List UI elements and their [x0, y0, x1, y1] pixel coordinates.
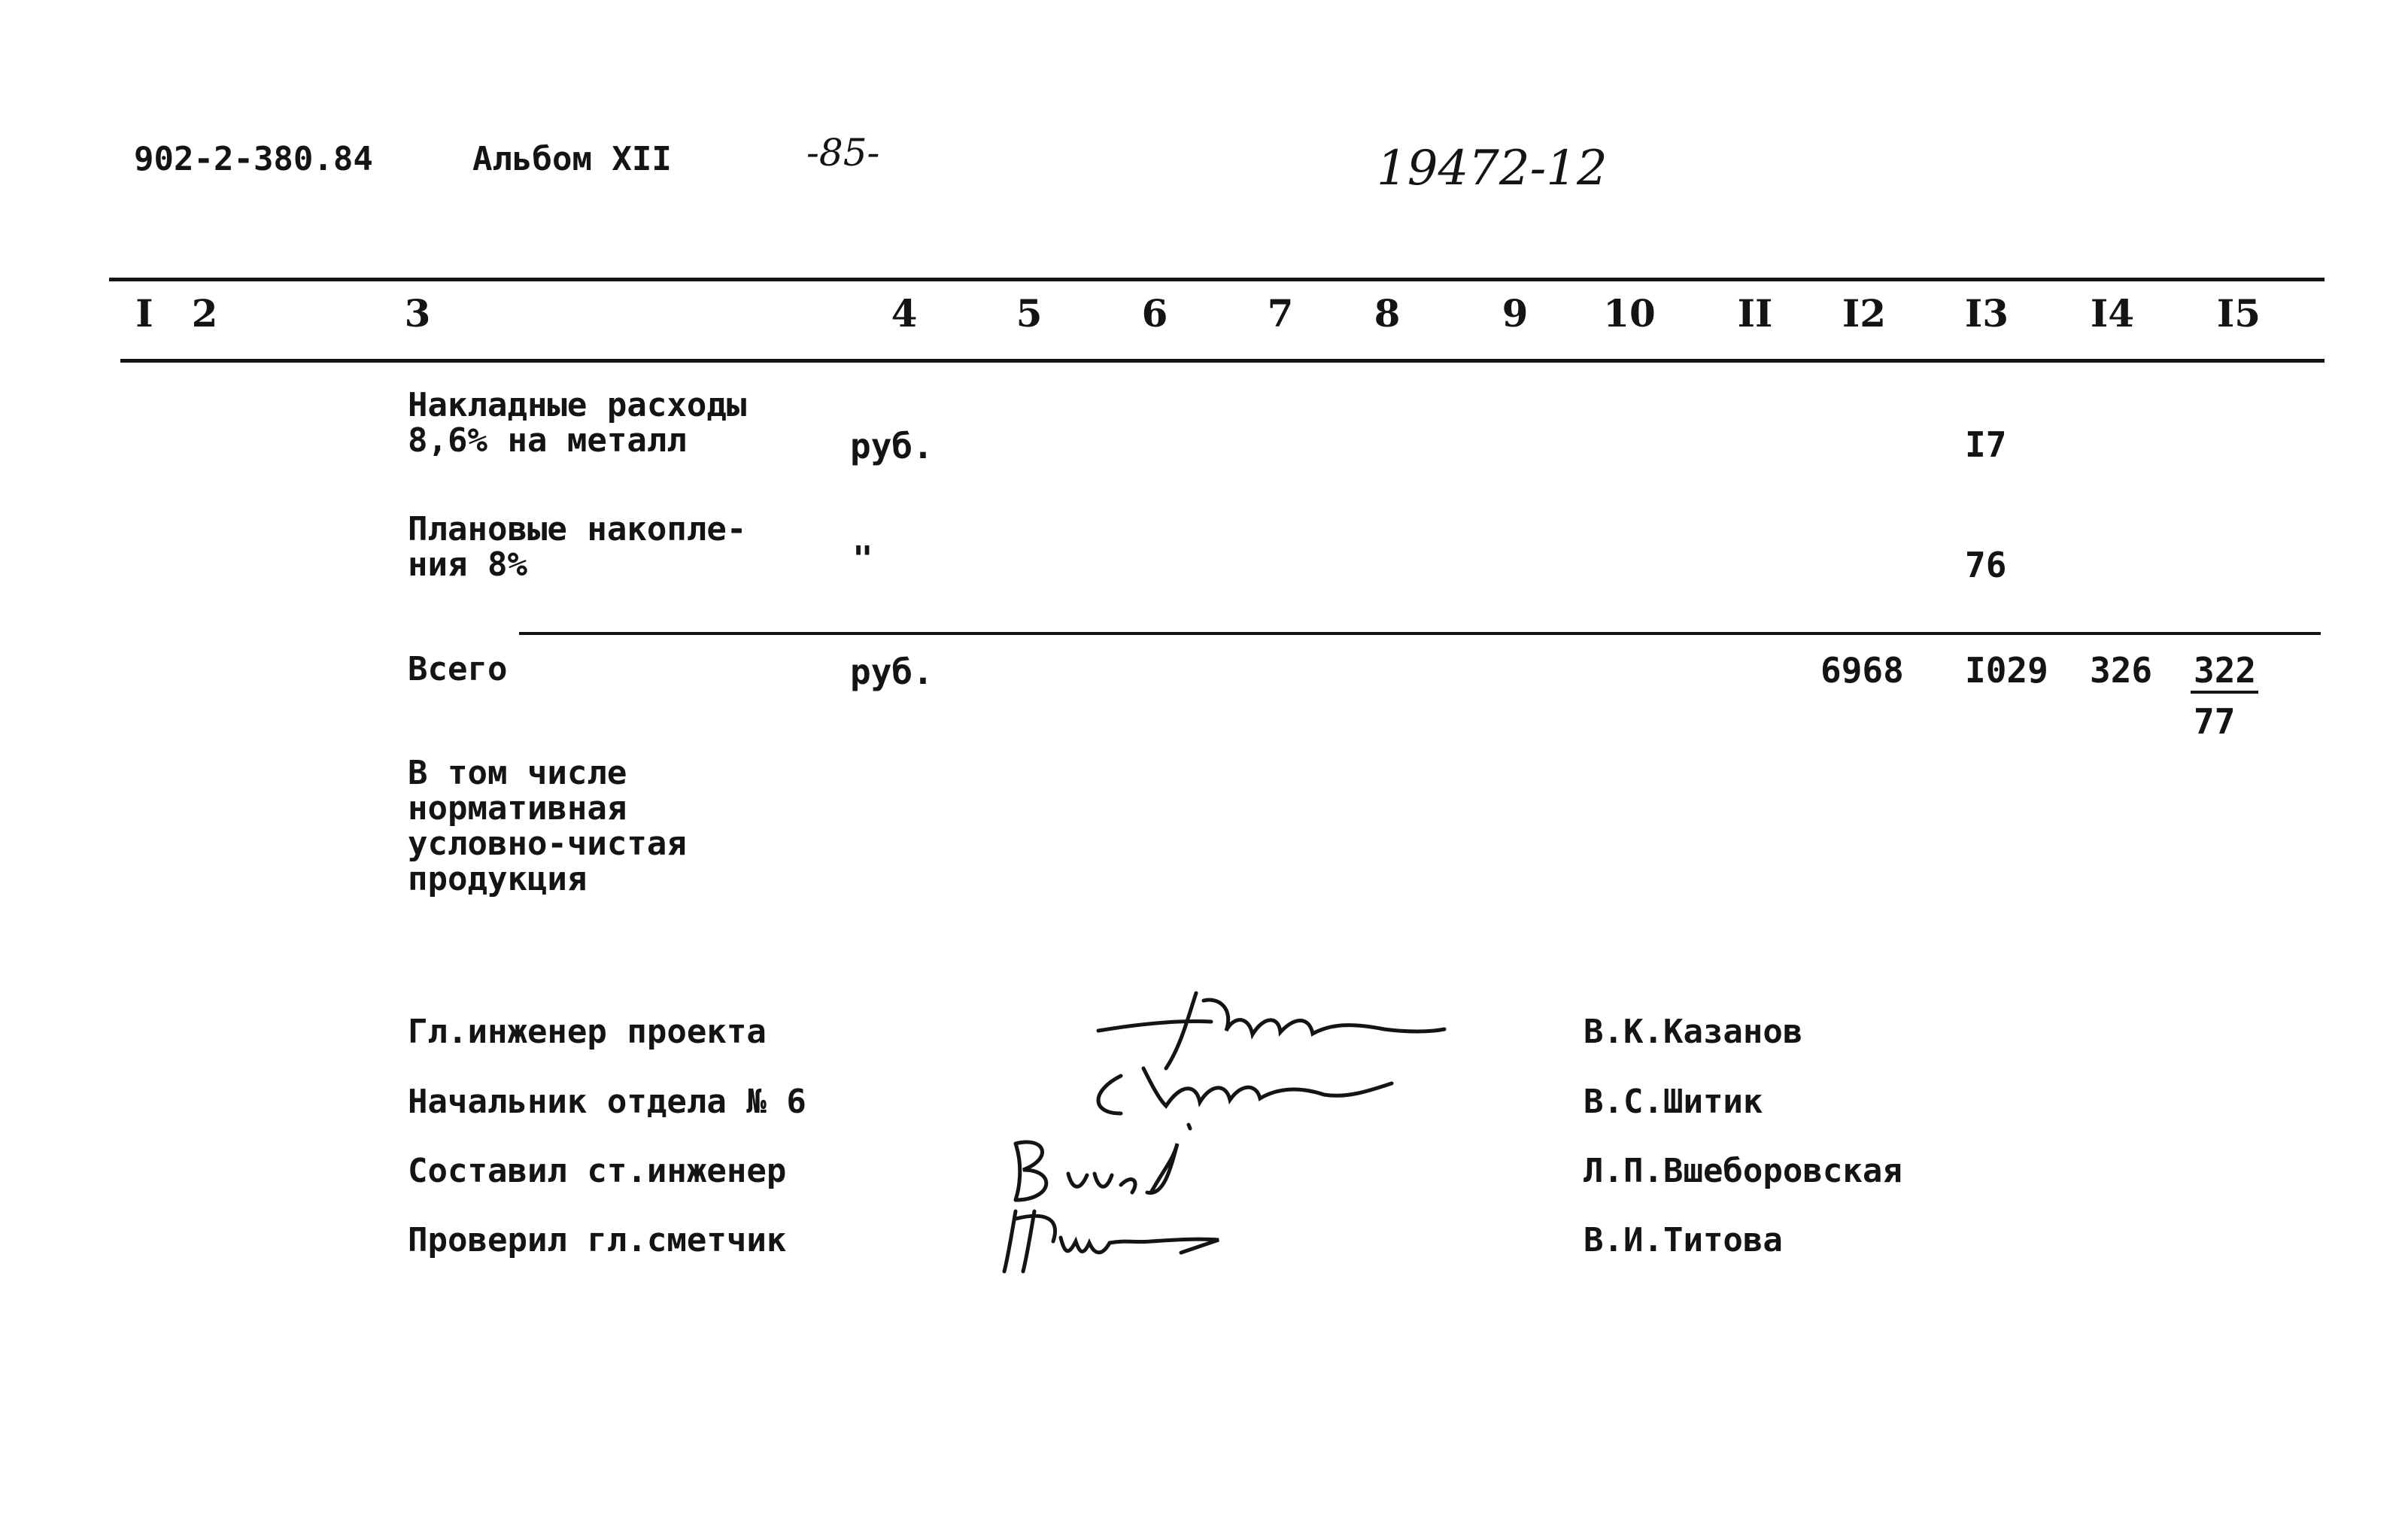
column-number: 2	[191, 291, 218, 336]
total-col15-bottom: 77	[2194, 701, 2236, 742]
signature-role: Проверил гл.сметчик	[408, 1221, 787, 1259]
table-top-rule	[109, 278, 2324, 281]
signature-name: В.И.Титова	[1584, 1221, 1783, 1259]
column-number: 3	[404, 291, 431, 336]
column-number: 4	[891, 291, 918, 336]
total-label: Всего	[408, 650, 508, 688]
overhead-unit: руб.	[850, 426, 934, 466]
signature-role: Гл.инженер проекта	[408, 1013, 767, 1051]
signature-name: Л.П.Вшеборовская	[1584, 1152, 1902, 1190]
planned-unit: "	[852, 539, 873, 579]
total-rule	[519, 632, 2321, 635]
total-col14: 326	[2090, 650, 2153, 691]
column-number: I5	[2216, 291, 2261, 336]
column-number: 6	[1141, 291, 1168, 336]
column-number: 10	[1603, 291, 1656, 336]
fraction-bar	[2191, 691, 2258, 694]
album-label: Альбом XII	[472, 140, 672, 178]
planned-col13: 76	[1965, 545, 2007, 585]
inventory-number: 19472-12	[1377, 141, 1608, 196]
total-unit: руб.	[850, 652, 934, 692]
signature-scribble-checker	[993, 1196, 1249, 1279]
column-number: I2	[1842, 291, 1887, 336]
column-number: 7	[1267, 291, 1294, 336]
signature-name: В.К.Казанов	[1584, 1013, 1803, 1051]
signature-role: Составил ст.инженер	[408, 1152, 787, 1190]
total-col13: I029	[1965, 650, 2048, 691]
planned-label: Плановые накопле- ния 8%	[408, 510, 747, 584]
column-number: I	[135, 291, 153, 336]
including-label: В том числе нормативная условно-чистая продукция	[408, 754, 687, 898]
page-number: -85-	[806, 131, 880, 175]
overhead-col13: I7	[1965, 424, 2007, 465]
signature-name: В.С.Шитик	[1584, 1083, 1763, 1121]
header-bottom-rule	[120, 359, 2324, 363]
column-number: I3	[1964, 291, 2009, 336]
overhead-label: Накладные расходы 8,6% на металл	[408, 386, 747, 460]
signature-role: Начальник отдела № 6	[408, 1083, 806, 1121]
total-col15-top: 322	[2194, 650, 2257, 691]
document-code: 902-2-380.84	[134, 140, 373, 178]
column-number: II	[1737, 291, 1773, 336]
total-col12: 6968	[1820, 650, 1904, 691]
column-number: 5	[1016, 291, 1043, 336]
column-number: I4	[2090, 291, 2135, 336]
column-number: 8	[1374, 291, 1401, 336]
column-number: 9	[1502, 291, 1529, 336]
